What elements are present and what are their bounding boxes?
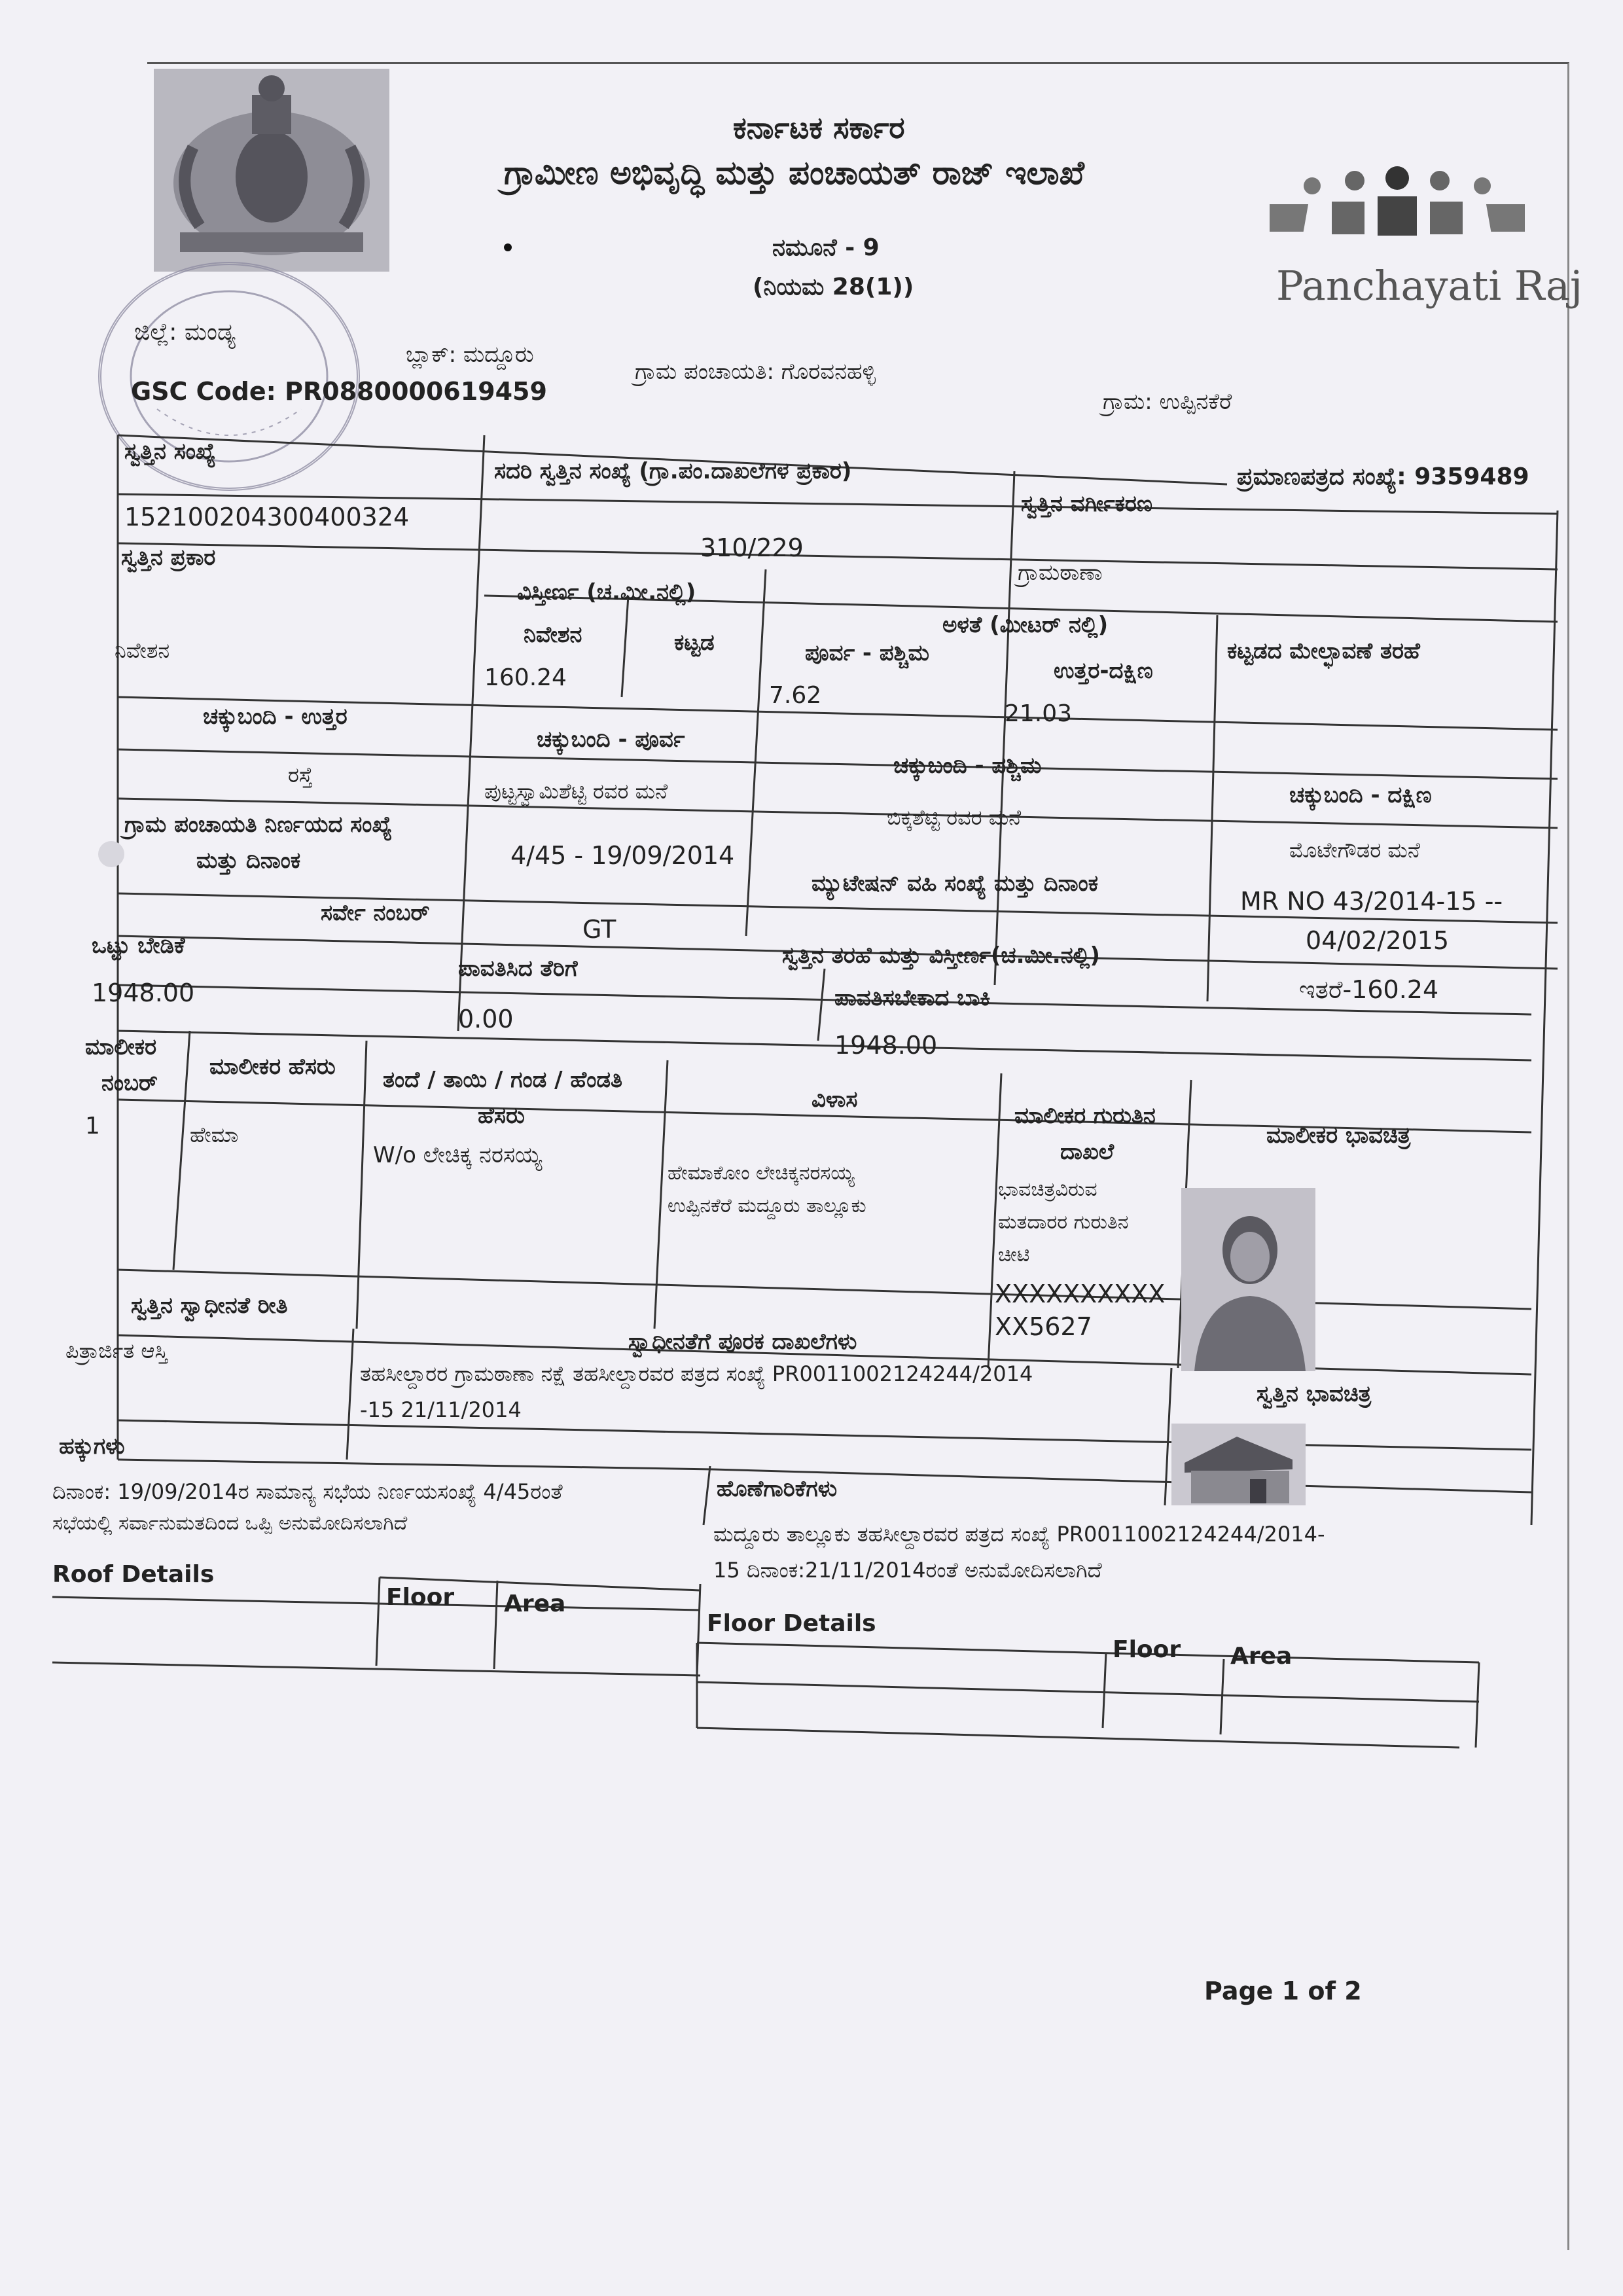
mutation-label: ಮ್ಯುಟೇಷನ್ ವಹಿ ಸಂಖ್ಯೆ ಮತ್ತು ದಿನಾಂಕ bbox=[812, 870, 1099, 897]
floor-area-header: Area bbox=[1230, 1643, 1293, 1670]
possession-mode-label: ಸ್ವತ್ತಿನ ಸ್ವಾಧೀನತೆ ರೀತಿ bbox=[131, 1293, 288, 1319]
relation-header-2: ಹೆಸರು bbox=[478, 1103, 525, 1129]
certificate-number: ಪ್ರಮಾಣಪತ್ರದ ಸಂಖ್ಯೆ: 9359489 bbox=[1237, 463, 1529, 490]
floor-floor-header: Floor bbox=[1113, 1636, 1181, 1663]
owner-relation: W/o ಲೇಚಿಕ್ಕ ನರಸಯ್ಯ bbox=[373, 1142, 543, 1168]
owner-photo-header: ಮಾಲೀಕರ ಭಾವಚಿತ್ರ bbox=[1266, 1122, 1411, 1149]
rule-number: (ನಿಯಮ 28(1)) bbox=[753, 274, 914, 300]
supporting-docs-label: ಸ್ವಾಧೀನತೆಗೆ ಪೂರಕ ದಾಖಲೆಗಳು bbox=[628, 1329, 857, 1355]
karnataka-emblem-logo bbox=[154, 69, 389, 272]
form-number: ನಮೂನೆ - 9 bbox=[772, 234, 880, 261]
survey-label: ಸರ್ವೇ ನಂಬರ್ bbox=[321, 900, 430, 926]
owner-number-header-2: ನಂಬರ್ bbox=[101, 1070, 158, 1096]
gov-title: ಕರ್ನಾಟಕ ಸರ್ಕಾರ bbox=[733, 110, 905, 145]
south-boundary-value: ಮೊಟೇಗೌಡರ ಮನೆ bbox=[1289, 838, 1420, 863]
block: ಬ್ಲಾಕ್: ಮದ್ದೂರು bbox=[406, 342, 534, 368]
total-demand-value: 1948.00 bbox=[92, 978, 195, 1007]
dept-title: ಗ್ರಾಮೀಣ ಅಭಿವೃದ್ಧಿ ಮತ್ತು ಪಂಚಾಯತ್ ರಾಜ್ ಇಲಾಖೆ bbox=[504, 154, 1084, 192]
id-doc-header-2: ದಾಖಲೆ bbox=[1060, 1139, 1115, 1165]
balance-due-value: 1948.00 bbox=[834, 1031, 938, 1060]
north-south-label: ಉತ್ತರ-ದಕ್ಷಿಣ bbox=[1054, 658, 1153, 684]
rights-label: ಹಕ್ಕುಗಳು bbox=[59, 1433, 125, 1460]
gp-number-value: 310/229 bbox=[700, 533, 804, 562]
site-area-value: 160.24 bbox=[484, 664, 567, 691]
liabilities-value-1: ಮದ್ದೂರು ತಾಲ್ಲೂಕು ತಹಸೀಲ್ದಾರವರ ಪತ್ರದ ಸಂಖ್ಯೆ PR0011002124244/2014- bbox=[713, 1522, 1325, 1547]
resolution-label-2: ಮತ್ತು ದಿನಾಂಕ bbox=[196, 848, 301, 874]
property-photo bbox=[1171, 1424, 1306, 1505]
resolution-value: 4/45 - 19/09/2014 bbox=[510, 841, 735, 870]
owner-number-header-1: ಮಾಲೀಕರ bbox=[85, 1034, 157, 1060]
address-header: ವಿಳಾಸ bbox=[812, 1086, 858, 1113]
north-south-value: 21.03 bbox=[1005, 700, 1073, 727]
panchayati-raj-text: Panchayati Raj bbox=[1276, 262, 1583, 310]
relation-header-1: ತಂದೆ / ತಾಯಿ / ಗಂಡ / ಹೆಂಡತಿ bbox=[383, 1067, 622, 1093]
gp-number-label: ಸದರಿ ಸ್ವತ್ತಿನ ಸಂಖ್ಯೆ (ಗ್ರಾ.ಪಂ.ದಾಖಲೆಗಳ ಪ್ರಕಾರ) bbox=[494, 458, 852, 484]
rights-value-1: ದಿನಾಂಕ: 19/09/2014ರ ಸಾಮಾನ್ಯ ಸಭೆಯ ನಿರ್ಣಯಸಂಖ್ಯೆ 4/45ರಂತೆ bbox=[52, 1479, 563, 1504]
possession-mode-value: ಪಿತ್ರಾರ್ಜಿತ ಆಸ್ತಿ bbox=[65, 1338, 168, 1363]
owner-address-1: ಹೇಮಾಕೋಂ ಲೇಚಿಕ್ಕನರಸಯ್ಯ bbox=[668, 1162, 855, 1185]
owner-address-2: ಉಪ್ಪಿನಕೆರೆ ಮದ್ದೂರು ತಾಲ್ಲೂಕು bbox=[668, 1194, 866, 1217]
mutation-value-1: MR NO 43/2014-15 -- bbox=[1240, 887, 1503, 916]
south-boundary-label: ಚಕ್ಕುಬಂದಿ - ದಕ್ಷಿಣ bbox=[1289, 782, 1432, 808]
gsc-code: GSC Code: PR0880000619459 bbox=[131, 377, 547, 406]
owner-photo bbox=[1181, 1188, 1315, 1371]
east-west-label: ಪೂರ್ವ - ಪಶ್ಚಿಮ bbox=[805, 640, 929, 666]
mutation-value-2: 04/02/2015 bbox=[1306, 926, 1450, 955]
owner-name-header: ಮಾಲೀಕರ ಹೆಸರು bbox=[209, 1054, 336, 1080]
classification-label: ಸ್ವತ್ತಿನ ವರ್ಗೀಕರಣ bbox=[1021, 491, 1153, 517]
owner-name: ಹೇಮಾ bbox=[190, 1122, 239, 1147]
area-label: ವಿಸ್ತೀರ್ಣ (ಚ.ಮೀ.ನಲ್ಲಿ) bbox=[517, 579, 696, 605]
type-area-value: ಇತರೆ-160.24 bbox=[1299, 975, 1439, 1004]
roof-area-header: Area bbox=[504, 1590, 566, 1617]
tax-paid-value: 0.00 bbox=[458, 1005, 514, 1033]
site-label: ನಿವೇಶನ bbox=[524, 622, 582, 648]
property-id-label: ಸ್ವತ್ತಿನ ಸಂಖ್ಯೆ bbox=[124, 439, 216, 465]
owner-id-line-2: ಮತದಾರರ ಗುರುತಿನ bbox=[998, 1211, 1129, 1234]
owner-id-line-4: XXXXXXXXXX bbox=[995, 1280, 1166, 1308]
classification-value: ಗ್ರಾಮಠಾಣಾ bbox=[1018, 560, 1103, 586]
page-indicator: Page 1 of 2 bbox=[1204, 1977, 1362, 2005]
owner-number: 1 bbox=[85, 1113, 100, 1139]
building-label: ಕಟ್ಟಡ bbox=[674, 630, 715, 656]
hole-punch-mark bbox=[98, 841, 124, 867]
roof-floor-header: Floor bbox=[386, 1584, 455, 1611]
liabilities-value-2: 15 ದಿನಾಂಕ:21/11/2014ರಂತೆ ಅನುಮೋದಿಸಲಾಗಿದೆ bbox=[713, 1558, 1102, 1583]
balance-due-label: ಪಾವತಿಸಬೇಕಾದ ಬಾಕಿ bbox=[834, 985, 991, 1011]
district: ಜಿಲ್ಲೆ: ಮಂಡ್ಯ bbox=[134, 319, 236, 346]
survey-value: GT bbox=[582, 915, 616, 944]
east-boundary-value: ಪುಟ್ಟಸ್ವಾಮಿಶೆಟ್ಟಿ ರವರ ಮನೆ bbox=[484, 779, 668, 804]
floor-details-label: Floor Details bbox=[707, 1610, 876, 1637]
dimension-label: ಅಳತೆ (ಮೀಟರ್ ನಲ್ಲಿ) bbox=[942, 612, 1109, 638]
owner-id-line-3: ಚೀಟಿ bbox=[998, 1244, 1030, 1266]
east-west-value: 7.62 bbox=[769, 682, 822, 709]
id-doc-header-1: ಮಾಲೀಕರ ಗುರುತಿನ bbox=[1014, 1103, 1156, 1129]
type-area-label: ಸ್ವತ್ತಿನ ತರಹೆ ಮತ್ತು ವಿಸ್ತೀರ್ಣ(ಚ.ಮೀ.ನಲ್ಲಿ) bbox=[782, 942, 1100, 969]
west-boundary-label: ಚಕ್ಕುಬಂದಿ - ಪಶ್ಚಿಮ bbox=[893, 753, 1042, 779]
property-type-label: ಸ್ವತ್ತಿನ ಪ್ರಕಾರ bbox=[121, 545, 216, 571]
north-boundary-label: ಚಕ್ಕುಬಂದಿ - ಉತ್ತರ bbox=[203, 704, 348, 730]
liabilities-label: ಹೊಣೆಗಾರಿಕೆಗಳು bbox=[717, 1476, 838, 1502]
tax-paid-label: ಪಾವತಿಸಿದ ತೆರಿಗೆ bbox=[458, 956, 578, 982]
village: ಗ್ರಾಮ: ಉಪ್ಪಿನಕೆರೆ bbox=[1103, 389, 1232, 415]
property-id-value: 152100204300400324 bbox=[124, 503, 410, 531]
owner-id-line-5: XX5627 bbox=[995, 1312, 1092, 1341]
north-boundary-value: ರಸ್ತೆ bbox=[288, 762, 313, 787]
panchayati-raj-logo bbox=[1270, 164, 1525, 242]
property-type-value: ನಿವೇಶನ bbox=[115, 638, 170, 663]
roof-details-label: Roof Details bbox=[52, 1561, 215, 1588]
gram-panchayat: ಗ್ರಾಮ ಪಂಚಾಯತಿ: ಗೊರವನಹಳ್ಳಿ bbox=[635, 359, 876, 385]
supporting-docs-value-2: -15 21/11/2014 bbox=[360, 1397, 522, 1422]
rights-value-2: ಸಭೆಯಲ್ಲಿ ಸರ್ವಾನುಮತದಿಂದ ಒಪ್ಪಿ ಅನುಮೋದಿಸಲಾಗಿದೆ bbox=[52, 1512, 408, 1535]
east-boundary-label: ಚಕ್ಕುಬಂದಿ - ಪೂರ್ವ bbox=[537, 726, 685, 753]
supporting-docs-value-1: ತಹಸೀಲ್ದಾರರ ಗ್ರಾಮಠಾಣಾ ನಕ್ಷೆ ತಹಸೀಲ್ದಾರವರ ಪತ್ರದ ಸಂಖ್ಯೆ PR0011002124244/2014 bbox=[360, 1361, 1033, 1386]
resolution-label-1: ಗ್ರಾಮ ಪಂಚಾಯತಿ ನಿರ್ಣಯದ ಸಂಖ್ಯೆ bbox=[124, 812, 393, 838]
total-demand-label: ಒಟ್ಟು ಬೇಡಿಕೆ bbox=[92, 933, 185, 959]
dot-mark bbox=[504, 243, 512, 251]
property-photo-label: ಸ್ವತ್ತಿನ ಭಾವಚಿತ್ರ bbox=[1257, 1381, 1372, 1407]
owner-id-line-1: ಭಾವಚಿತ್ರವಿರುವ bbox=[998, 1178, 1097, 1201]
roof-type-label: ಕಟ್ಟಡದ ಮೇಲ್ಛಾವಣೆ ತರಹೆ bbox=[1227, 638, 1420, 664]
west-boundary-value: ಬಿಕ್ಕಶೆಟ್ಟಿ ರವರ ಮನೆ bbox=[887, 805, 1022, 830]
